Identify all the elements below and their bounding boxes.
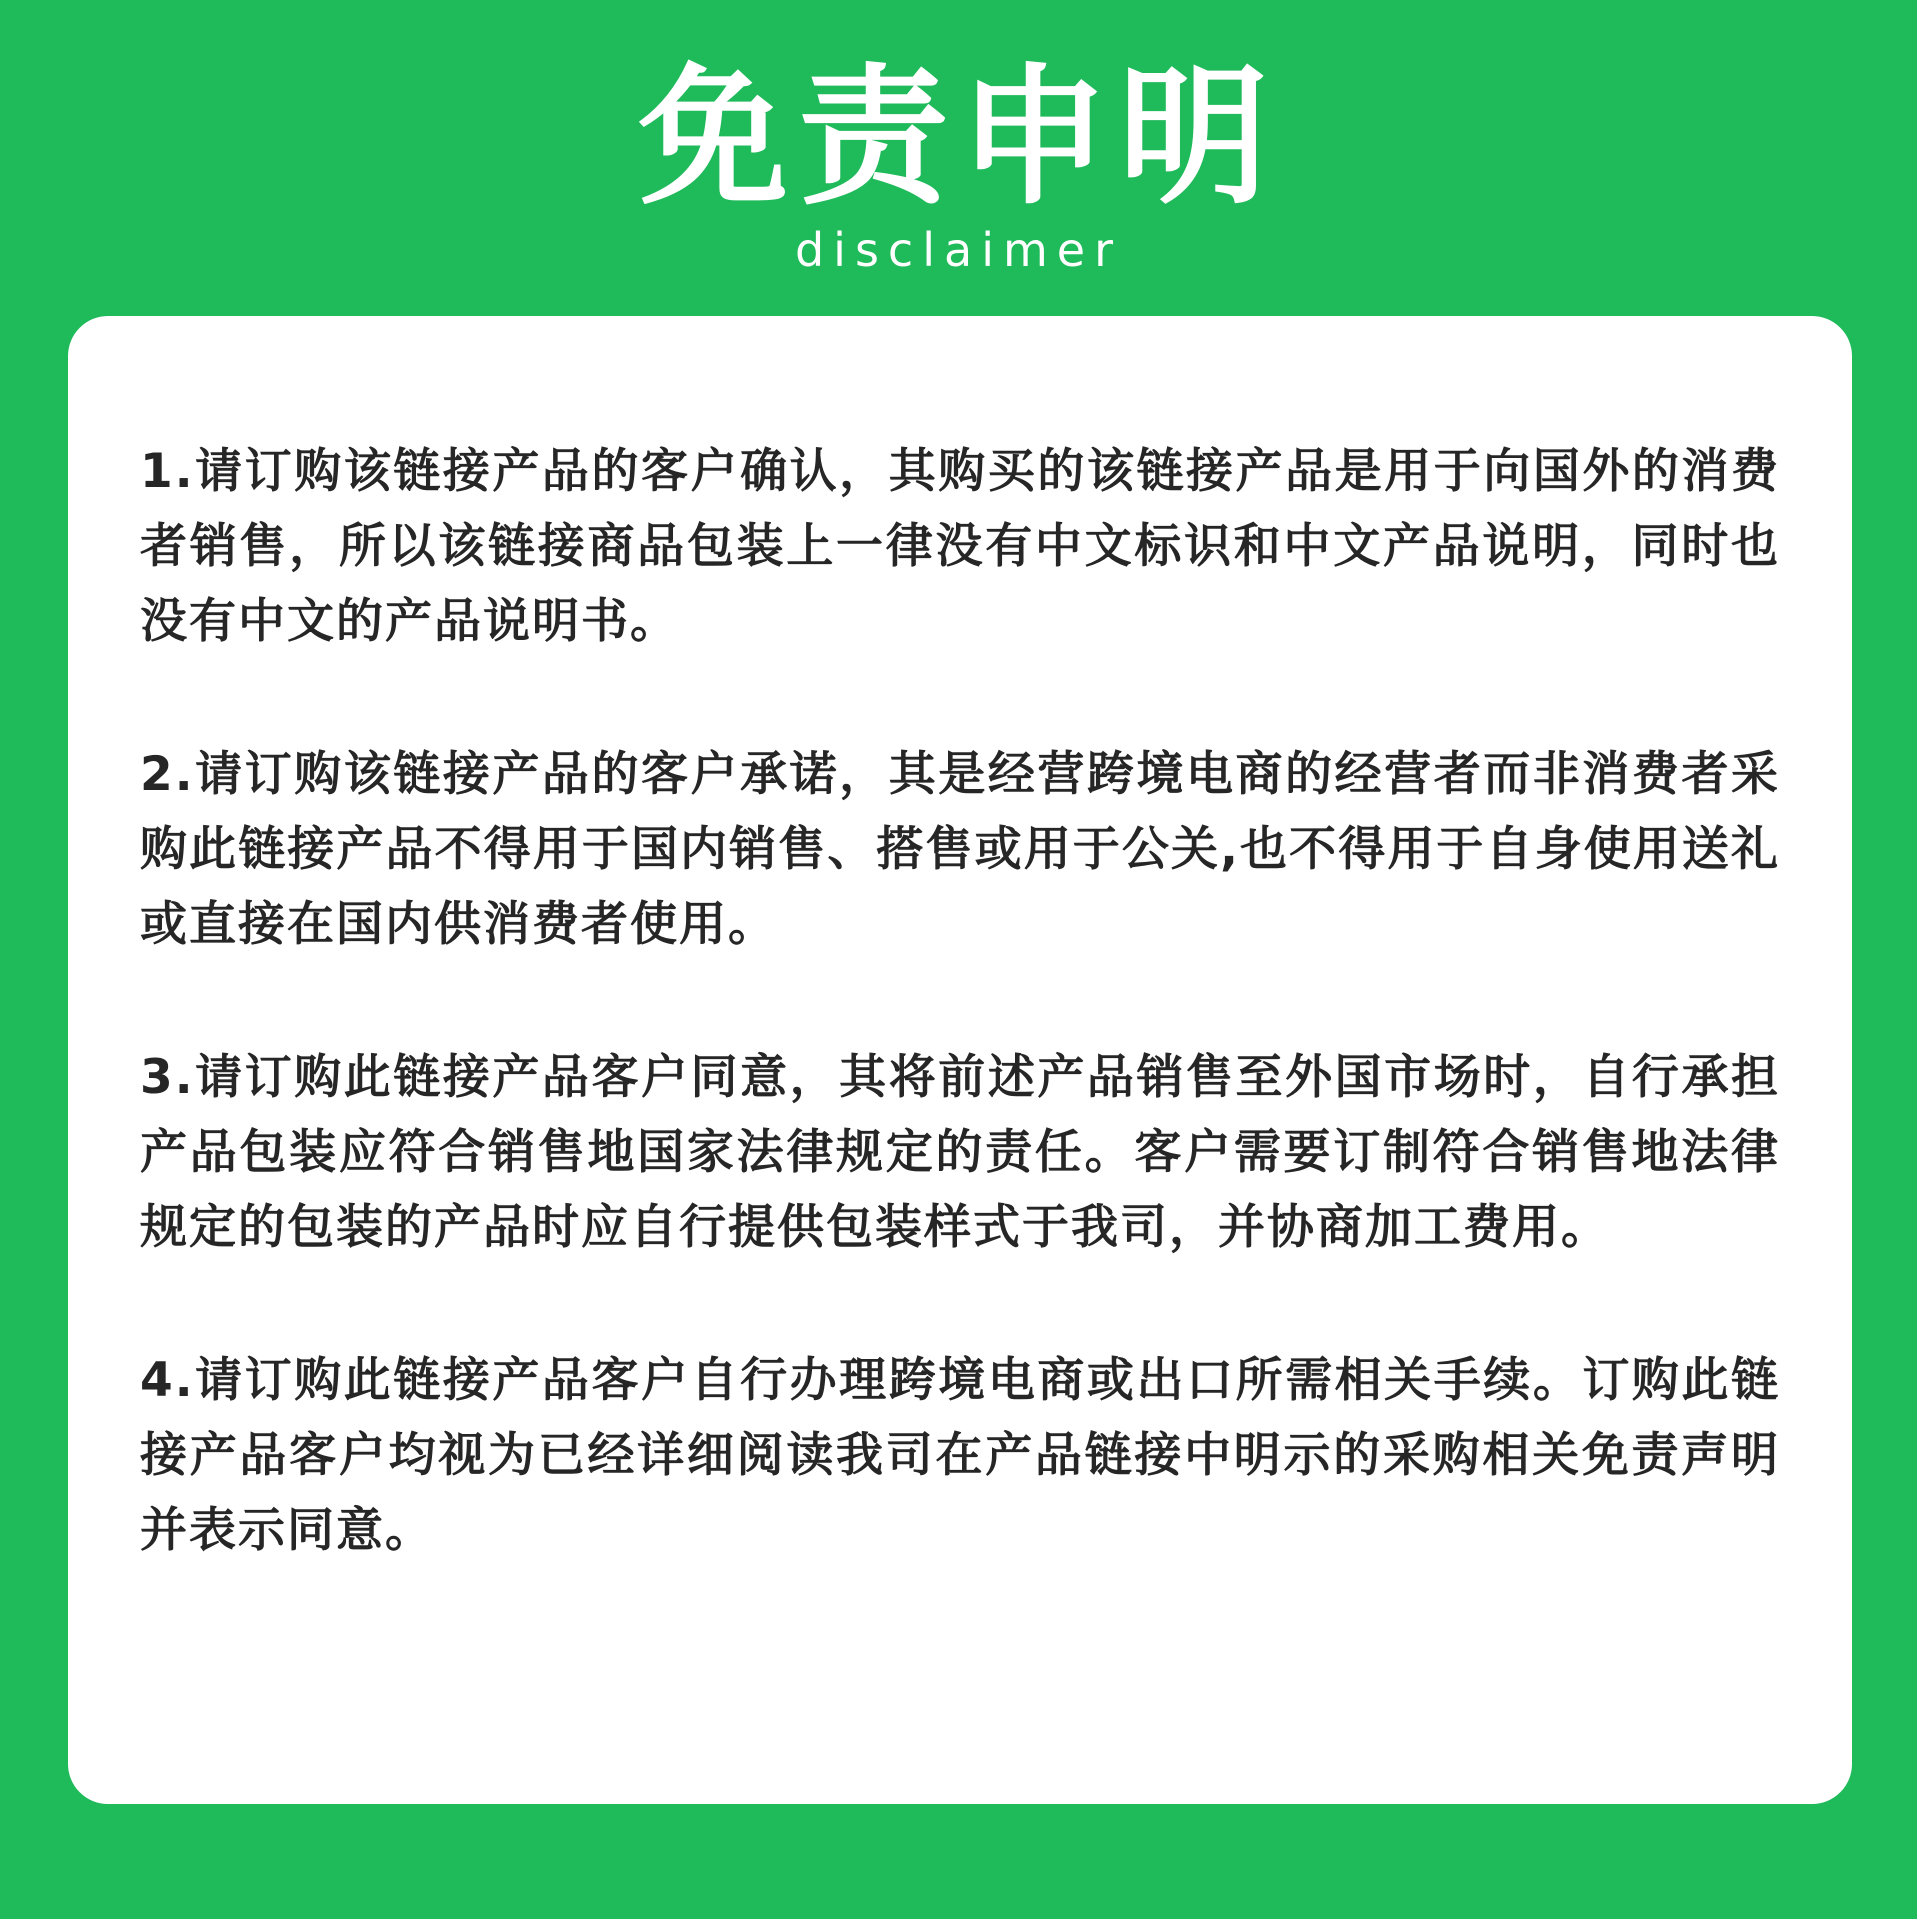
disclaimer-paragraph-3: 3.请订购此链接产品客户同意，其将前述产品销售至外国市场时，自行承担产品包装应符合销售地国家法律规定的责任。客户需要订制符合销售地法律规定的包装的产品时应自行提供包装样式于我司，并协商加工费用。 bbox=[140, 1050, 1780, 1255]
page-subtitle: disclaimer bbox=[794, 223, 1122, 277]
disclaimer-card bbox=[68, 316, 1852, 1804]
header bbox=[0, 0, 1917, 300]
disclaimer-content bbox=[140, 434, 1780, 1646]
disclaimer-paragraph-1: 1.请订购该链接产品的客户确认，其购买的该链接产品是用于向国外的消费者销售，所以该链接商品包装上一律没有中文标识和中文产品说明，同时也没有中文的产品说明书。 bbox=[140, 444, 1780, 649]
disclaimer-paragraph-4: 4.请订购此链接产品客户自行办理跨境电商或出口所需相关手续。订购此链接产品客户均视为已经详细阅读我司在产品链接中明示的采购相关免责声明并表示同意。 bbox=[140, 1353, 1780, 1558]
disclaimer-paragraph-2: 2.请订购该链接产品的客户承诺，其是经营跨境电商的经营者而非消费者采购此链接产品不得用于国内销售、搭售或用于公关,也不得用于自身使用送礼或直接在国内供消费者使用。 bbox=[140, 747, 1780, 952]
page-title: 免责申明 bbox=[638, 51, 1279, 225]
